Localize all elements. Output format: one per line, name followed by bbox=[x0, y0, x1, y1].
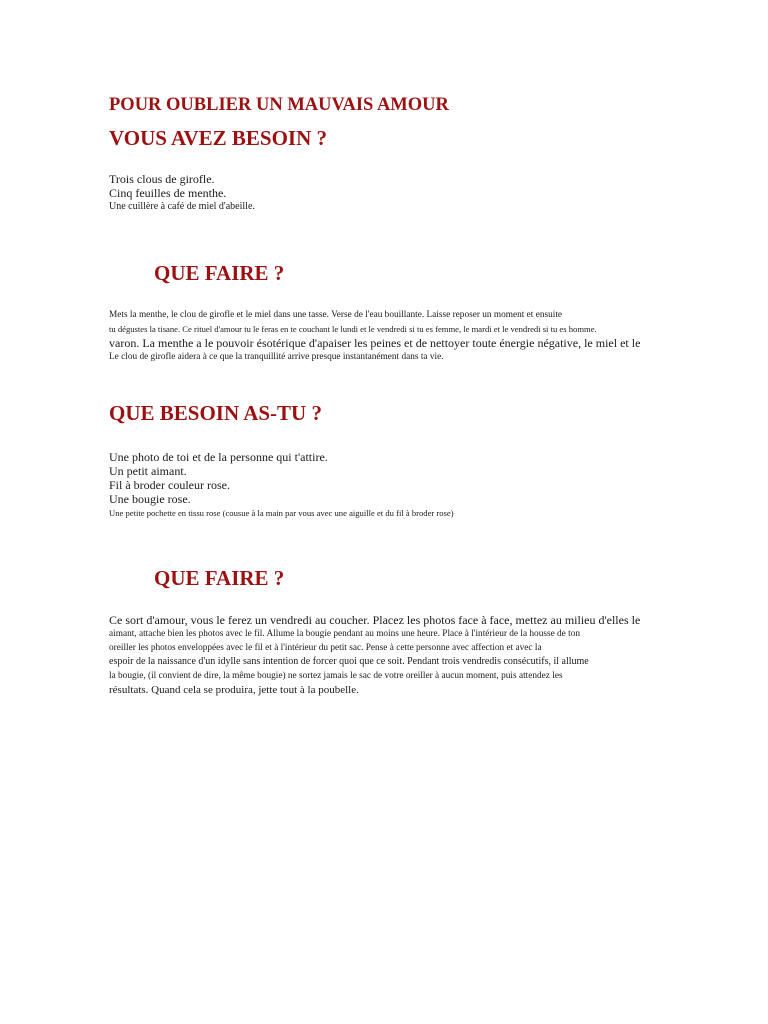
paragraph-line: oreiller les photos enveloppées avec le fil et à l'intérieur du petit sac. Pense à cette personne avec affection et avec la bbox=[109, 643, 542, 653]
paragraph-line: varon. La menthe a le pouvoir ésotérique d'apaiser les peines et de nettoyer toute énergie négative, le miel et le bbox=[109, 336, 641, 350]
paragraph-line: espoir de la naissance d'un idylle sans intention de forcer quoi que ce soit. Pendant trois vendredis consécutifs, il allume bbox=[109, 656, 589, 667]
material-line: Un petit aimant. bbox=[109, 464, 187, 478]
paragraph-line: Ce sort d'amour, vous le ferez un vendredi au coucher. Placez les photos face à face, mettez au milieu d'elles le bbox=[109, 613, 641, 627]
section-heading-que-faire-1: QUE FAIRE ? bbox=[154, 261, 285, 285]
materials-list bbox=[109, 450, 454, 520]
paragraph-line: aimant, attache bien les photos avec le fil. Allume la bougie pendant au moins une heure. Place à l'intérieur de la housse de ton bbox=[109, 629, 581, 639]
paragraph-line: Le clou de girofle aidera à ce que la tranquillité arrive presque instantanément dans ta vie. bbox=[109, 352, 444, 362]
material-line: Une photo de toi et de la personne qui t'attire. bbox=[109, 450, 328, 464]
paragraph-line: tu dégustes la tisane. Ce rituel d'amour tu le feras en te couchant le lundi et le vendredi si tu es femme, le mardi et le vendredi si tu es homme. bbox=[109, 324, 597, 334]
ingredients-list bbox=[109, 172, 255, 214]
ingredient-line: Une cuillère à café de miel d'abeille. bbox=[109, 201, 255, 212]
material-line: Une bougie rose. bbox=[109, 492, 191, 506]
paragraph-line: la bougie, (il convient de dire, la même bougie) ne sortez jamais le sac de votre oreiller à aucun moment, puis attendez les bbox=[109, 671, 563, 681]
section-heading-besoin: VOUS AVEZ BESOIN ? bbox=[109, 126, 328, 150]
section-heading-que-faire-2: QUE FAIRE ? bbox=[154, 566, 285, 590]
ingredient-line: Cinq feuilles de menthe. bbox=[109, 186, 227, 200]
instructions-paragraph-1 bbox=[109, 308, 640, 364]
material-line: Une petite pochette en tissu rose (cousue à la main par vous avec une aiguille et du fil à broder rose) bbox=[109, 508, 454, 518]
page-title: POUR OUBLIER UN MAUVAIS AMOUR bbox=[109, 95, 449, 115]
paragraph-line: Mets la menthe, le clou de girofle et le miel dans une tasse. Verse de l'eau bouillante. Laisse reposer un moment et ensuite bbox=[109, 310, 563, 320]
paragraph-line: résultats. Quand cela se produira, jette tout à la poubelle. bbox=[109, 684, 359, 696]
instructions-paragraph-2 bbox=[109, 613, 640, 697]
section-heading-que-besoin: QUE BESOIN AS-TU ? bbox=[109, 401, 322, 425]
material-line: Fil à broder couleur rose. bbox=[109, 478, 230, 492]
ingredient-line: Trois clous de girofle. bbox=[109, 172, 215, 186]
